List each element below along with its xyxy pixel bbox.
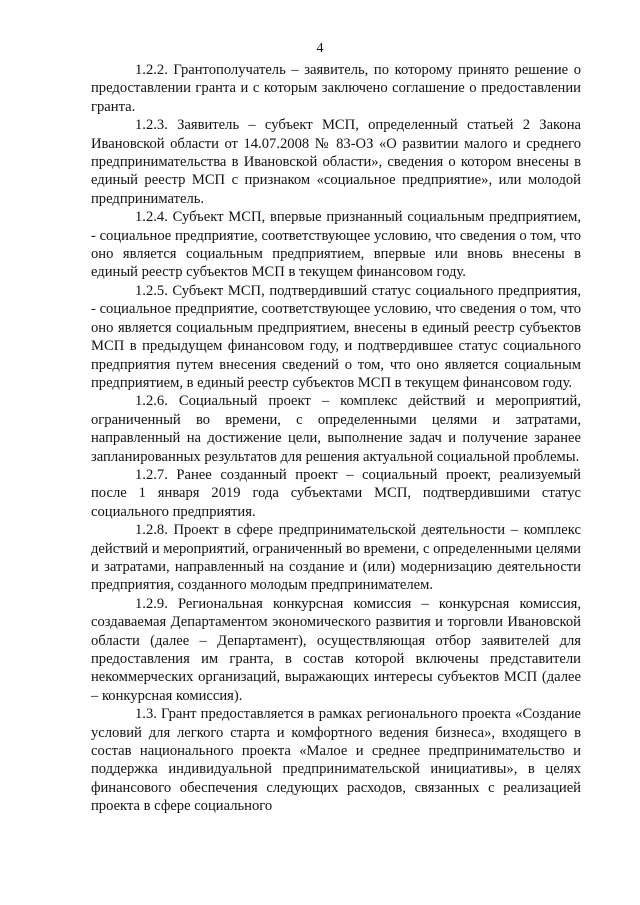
paragraph-1-2-5: 1.2.5. Субъект МСП, подтвердивший статус социального предприятия, - социальное предприятие, соответствующее условию, что сведения о том, что оно является социальным предприятием, внесены в единый реестр субъектов МСП в предыдущем финансовом году, и подтвердившее статус социального предприятия путем внесения сведений о том, что оно является социальным предприятием, в единый реестр субъектов МСП в текущем финансовом году. xyxy=(91,282,581,391)
paragraph-1-2-9: 1.2.9. Региональная конкурсная комиссия – конкурсная комиссия, создаваемая Департаментом экономического развития и торговли Ивановской области (далее – Департамент), осуществляющая отбор заявителей для предоставления им гранта, в состав которой включены представители некоммерческих организаций, выражающих интересы субъектов МСП (далее – конкурсная комиссия). xyxy=(91,595,581,704)
paragraph-1-2-3: 1.2.3. Заявитель – субъект МСП, определенный статьей 2 Закона Ивановской области от 14.07.2008 № 83-ОЗ «О развитии малого и среднего предпринимательства в Ивановской области», сведения о котором внесены в единый реестр МСП с признаком «социальное предприятие», или молодой предприниматель. xyxy=(91,117,581,207)
paragraph-1-2-4: 1.2.4. Субъект МСП, впервые признанный социальным предприятием, - социальное предприятие, соответствующее условию, что сведения о том, что оно является социальным предприятием, впервые или вновь внесены в единый реестр субъектов МСП в текущем финансовом году. xyxy=(91,209,581,281)
paragraph-1-2-6: 1.2.6. Социальный проект – комплекс действий и мероприятий, ограниченный во времени, с определенными целями и затратами, направленный на достижение цели, выполнение задач и получение заранее запланированных результатов для решения актуальной социальной проблемы. xyxy=(91,393,581,465)
paragraph-1-2-7: 1.2.7. Ранее созданный проект – социальный проект, реализуемый после 1 января 2019 года субъектами МСП, подтвердившими статус социального предприятия. xyxy=(91,466,581,520)
paragraph-1-2-2: 1.2.2. Грантополучатель – заявитель, по которому принято решение о предоставлении гранта и с которым заключено соглашение о предоставлении гранта. xyxy=(91,62,581,115)
paragraph-1-2-8: 1.2.8. Проект в сфере предпринимательской деятельности – комплекс действий и мероприятий, ограниченный во времени, с определенными целями и затратами, направленный на создание и (или) модернизацию деятельности предприятия, созданного молодым предпринимателем. xyxy=(91,522,581,594)
page-number: 4 xyxy=(316,41,324,56)
document-body xyxy=(91,61,581,816)
paragraph-1-3: 1.3. Грант предоставляется в рамках регионального проекта «Создание условий для легкого старта и комфортного ведения бизнеса», входящего в состав национального проекта «Малое и среднее предпринимательство и поддержка индивидуальной предпринимательской инициативы», в целях финансового обеспечения следующих расходов, связанных с реализацией проекта в сфере социального xyxy=(91,706,581,815)
